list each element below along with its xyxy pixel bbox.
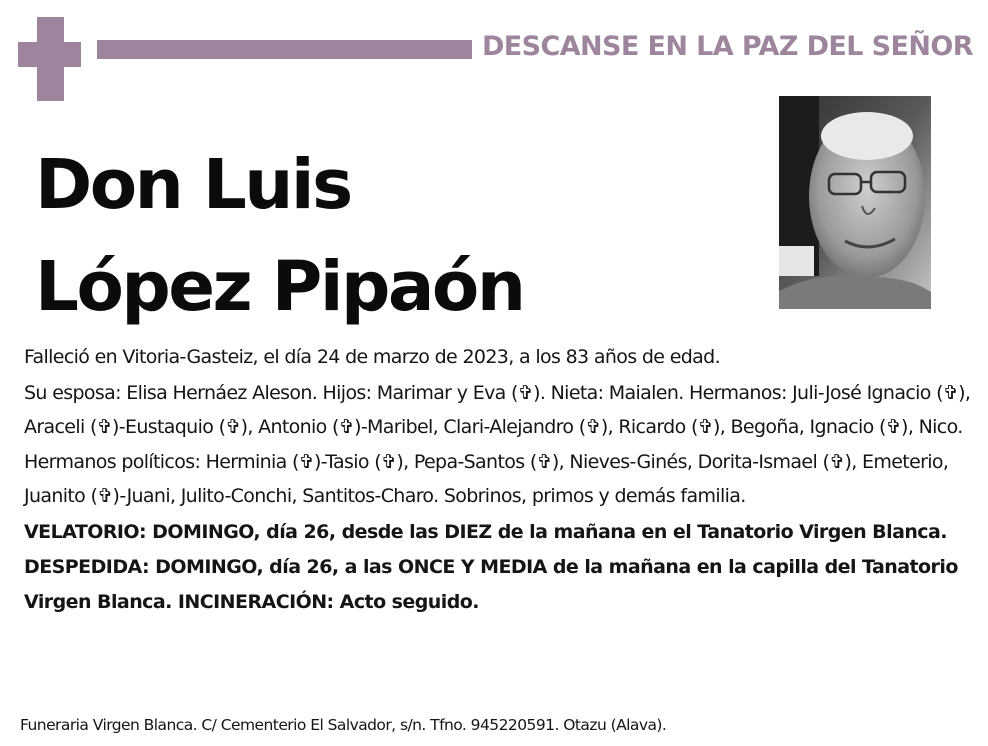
family-list: Su esposa: Elisa Hernáez Aleson. Hijos: Marimar y Eva (✞). Nieta: Maialen. Hermanos: Juli-José Ignacio (✞), Araceli (✞)-Eustaquio (✞), Antonio (✞)-Maribel, Clari-Alejandro (✞), Ricardo (✞), Begoña, Ignacio (✞), Nico. Hermanos políticos: Herminia (✞)-Tasio (✞), Pepa-Santos (✞), Nieves-Ginés, Dorita-Ismael (✞), Emeterio, Juanito (✞)-Juani, Julito-Conchi, Santitos-Charo. Sobrinos, primos y demás familia.	[24, 381, 971, 507]
cross-icon-bar	[18, 42, 81, 67]
deceased-name	[35, 134, 595, 338]
farewell-info: DESPEDIDA: DOMINGO, día 26, a las ONCE Y MEDIA de la mañana en la capilla del Tanatorio Virgen Blanca. INCINERACIÓN: Acto seguido.	[24, 556, 958, 613]
name-line-2: López Pipaón	[35, 247, 524, 327]
header-title: DESCANSE EN LA PAZ DEL SEÑOR	[482, 31, 973, 62]
portrait-photo	[779, 96, 931, 309]
wake-info: VELATORIO: DOMINGO, día 26, desde las DIEZ de la mañana en el Tanatorio Virgen Blanca.	[24, 520, 947, 543]
header-rule	[97, 40, 472, 59]
funeral-home-footer: Funeraria Virgen Blanca. C/ Cementerio El Salvador, s/n. Tfno. 945220591. Otazu (Alava).	[20, 716, 667, 734]
name-line-1: Don Luis	[35, 145, 351, 225]
obituary-body	[24, 340, 974, 619]
death-notice: Falleció en Vitoria-Gasteiz, el día 24 de marzo de 2023, a los 83 años de edad.	[24, 346, 720, 368]
